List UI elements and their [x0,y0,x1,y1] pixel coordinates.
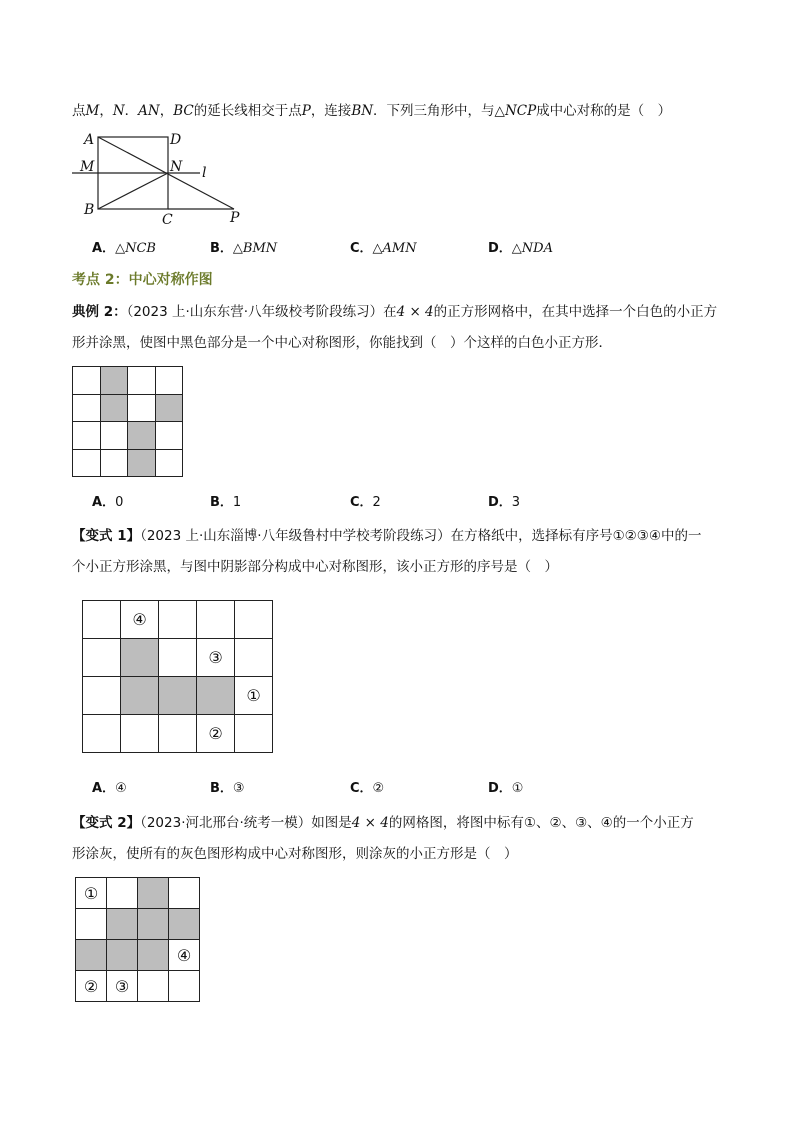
grid-cell-shaded [138,878,169,909]
grid-row [83,715,273,753]
grid-cell [100,449,128,477]
grid-cell [73,367,101,395]
grid-cell-shaded [100,367,128,395]
variant-text: 的网格图，将图中标有①、②、③、④的一个小正方 [388,815,694,831]
geometry-figure [66,130,256,230]
grid-cell-marked[interactable]: ② [76,971,107,1002]
grid-cell [197,601,235,639]
stem-text: 点 [72,103,86,119]
variant-text: （2023 上·山东淄博·八年级鲁村中学校考阶段练习）在方格纸中，选择标有序号①②③④中的一 [140,528,702,544]
grid-cell-shaded [128,449,156,477]
grid-cell-shaded [100,394,128,422]
example-text: 的正方形网格中，在其中选择一个白色的小正方 [433,304,718,320]
label-n: N [170,159,183,175]
label-p: P [230,210,240,226]
option-b[interactable]: B．③ [210,781,245,796]
label-l: l [202,165,207,181]
grid-cell-shaded [138,940,169,971]
stem-text: ， [99,103,113,119]
segment-bc: BC [173,103,194,119]
grid-row [76,940,200,971]
variant-tag: 【变式 1】 [72,528,141,544]
grid-cell [128,367,156,395]
label-d: D [170,132,182,148]
option-b[interactable]: B．1 [210,495,242,510]
variant2-grid [75,877,200,1002]
grid-cell [83,715,121,753]
grid-cell [73,394,101,422]
grid-cell [235,601,273,639]
stem-text: ．下列三角形中，与 [373,103,495,119]
variant1-line1 [72,526,701,546]
example-source: （2023 上·山东东营·八年级校考阶段练习）在 [126,304,397,320]
variant1-grid [82,600,273,753]
label-a: A [84,132,95,148]
point-m: M [85,103,100,119]
stem-text: ，连接 [310,103,352,119]
grid-cell [235,639,273,677]
triangle-ncp: NCP [504,103,537,119]
example-tag: 典例 2： [72,304,127,320]
grid-size: 4 × 4 [396,304,434,320]
grid-row [83,639,273,677]
grid-cell-shaded [197,677,235,715]
grid-cell-marked[interactable]: ① [76,878,107,909]
label-b: B [84,202,95,218]
grid-cell-shaded [121,677,159,715]
grid-row [73,394,183,422]
grid-cell-marked[interactable]: ④ [169,940,200,971]
grid-cell-shaded [128,422,156,450]
variant1-line2: 个小正方形涂黑，与图中阴影部分构成中心对称图形，该小正方形的序号是（ ） [72,559,558,575]
variant2-line1 [72,813,694,833]
section-heading: 考点 2：中心对称作图 [72,272,213,288]
grid-size: 4 × 4 [351,815,389,831]
grid-cell-shaded [107,940,138,971]
grid-cell-shaded [138,909,169,940]
grid-cell-shaded [155,394,183,422]
option-a[interactable]: A．△NCB [92,241,156,256]
point-n: N [112,103,125,119]
grid-row [73,449,183,477]
segment-an: AN [138,103,160,119]
option-d[interactable]: D．△NDA [488,241,553,256]
grid-cell [107,878,138,909]
grid-cell [235,715,273,753]
grid-row [73,422,183,450]
label-m: M [80,159,95,175]
grid-cell [159,601,197,639]
grid-cell [159,639,197,677]
stem-text: 成中心对称的是（ ） [536,103,672,119]
grid-cell [83,677,121,715]
option-a[interactable]: A．④ [92,781,127,796]
grid-cell-shaded [121,639,159,677]
option-d[interactable]: D．① [488,781,524,796]
grid-cell-shaded [159,677,197,715]
grid-cell-shaded [76,940,107,971]
variant2-line2: 形涂灰，使所有的灰色图形构成中心对称图形，则涂灰的小正方形是（ ） [72,846,518,862]
stem-text: 的延长线相交于点 [193,103,302,119]
grid-cell [100,422,128,450]
grid-cell [73,449,101,477]
segment-bn: BN [351,103,374,119]
grid-row [76,909,200,940]
label-c: C [162,212,173,228]
stem-text: ． [124,103,139,119]
option-c[interactable]: C．△AMN [350,241,417,256]
grid-row [83,677,273,715]
triangle-symbol: △ [494,103,505,119]
option-c[interactable]: C．2 [350,495,381,510]
point-p: P [301,103,311,119]
example2-grid [72,366,183,477]
option-b[interactable]: B．△BMN [210,241,278,256]
stem-text: ， [159,103,174,119]
grid-row [83,601,273,639]
grid-cell [76,909,107,940]
grid-cell [169,878,200,909]
grid-cell [83,601,121,639]
grid-cell [128,394,156,422]
line-bn [98,173,168,209]
example2-line1 [72,302,717,322]
grid-cell-marked[interactable]: ① [235,677,273,715]
prev-question-stem [72,101,671,121]
grid-cell-marked[interactable]: ③ [107,971,138,1002]
variant-text: （2023·河北邢台·统考一模）如图是 [140,815,352,831]
grid-cell [155,422,183,450]
grid-cell [73,422,101,450]
grid-cell-marked[interactable]: ③ [197,639,235,677]
grid-cell [159,715,197,753]
option-a[interactable]: A．0 [92,495,124,510]
grid-row [76,878,200,909]
grid-cell [83,639,121,677]
grid-cell-marked[interactable]: ② [197,715,235,753]
example2-line2: 形并涂黑，使图中黑色部分是一个中心对称图形，你能找到（ ）个这样的白色小正方形． [72,335,612,351]
grid-row [73,367,183,395]
option-c[interactable]: C．② [350,781,385,796]
grid-cell-shaded [107,909,138,940]
grid-cell-marked[interactable]: ④ [121,601,159,639]
variant-tag: 【变式 2】 [72,815,141,831]
grid-cell [155,367,183,395]
grid-cell [121,715,159,753]
grid-cell-shaded [169,909,200,940]
option-d[interactable]: D．3 [488,495,521,510]
grid-cell [169,971,200,1002]
grid-cell [138,971,169,1002]
grid-cell [155,449,183,477]
grid-row [76,971,200,1002]
